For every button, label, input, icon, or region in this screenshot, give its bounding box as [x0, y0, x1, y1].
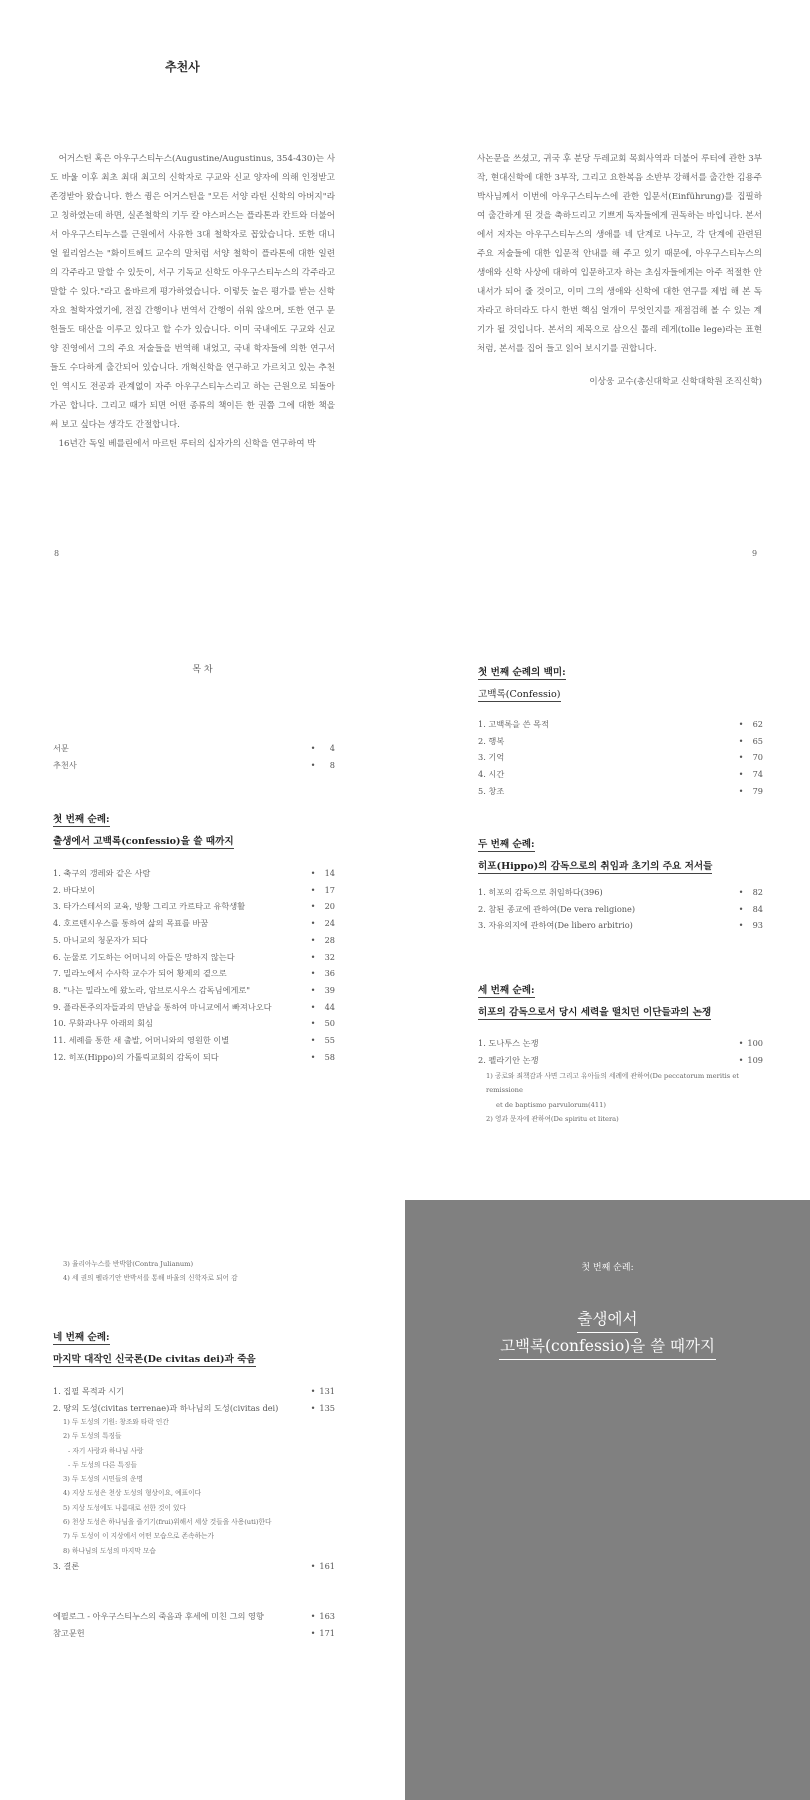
toc-subentry[interactable]: 8) 하나님의 도성의 마지막 모습 [63, 1546, 156, 1555]
part-label: 세 번째 순례: [478, 982, 535, 998]
part3-sublist-continued [63, 1257, 363, 1286]
part-label: 첫 번째 순례: [53, 811, 110, 827]
part3-list [478, 1035, 763, 1068]
toc-subentry[interactable]: 2) 영과 문자에 관하여(De spiritu et litera) [486, 1114, 619, 1123]
toc-entry[interactable]: 8. "나는 밀라노에 왔노라, 암브로시우스 감독님에게로" • 39 [53, 984, 335, 995]
paragraph: 사논문을 쓰셨고, 귀국 후 분당 두레교회 목회사역과 더불어 루터에 관한 3부작, 현대신학에 대한 3부작, 그리고 요한복음 소반부 강해서를 출간한 김용주 박사님께서 이번에 아우구스티누스에 관한 입문서(Einführung)를 집필하여 출간하게 된 것을 축하드리고 기쁘게 독자들에게 권독하는 바입니다. 본서에서 저자는 아우구스티누스의 생애를 네 단계로 나누고, 각 단계에 관련된 주요 저술들에 대한 입문적 안내를 해 주고 있기 때문에, 아우구스티누스의 생애와 신학 사상에 대하여 입문하고자 하는 초심자들에게는 아주 적절한 안내서가 되어 줄 것이고, 이미 그의 생애와 신학에 대한 연구를 제법 해 본 독자라고 하더라도 다시 한번 핵심 얼개이 무엇인지를 재점검해 볼 수 있는 계기가 될 것입니다. 본서의 제목으로 삼으신 톨레 레게(tolle lege)라는 표현처럼, 본서를 집어 들고 읽어 보시기를 권합니다. [477, 154, 762, 354]
toc-entry[interactable]: 3. 결론 • 161 [53, 1561, 335, 1571]
toc-entry[interactable]: 2. 행복 • 65 [478, 735, 763, 746]
toc-entry[interactable]: 6. 눈물로 기도하는 어머니의 아들은 망하지 않는다 • 32 [53, 951, 335, 962]
toc-entry[interactable]: 1. 축구의 갱레와 같은 사람 • 14 [53, 868, 335, 878]
toc-subentry[interactable]: 4) 지상 도성은 천상 도성의 형상이요, 예표이다 [63, 1489, 202, 1498]
toc-subentry[interactable]: 1) 두 도성의 기원: 창조와 타락 인간 [63, 1418, 169, 1426]
toc-entry[interactable]: 11. 세례를 통한 새 출발, 어머니와의 영원한 이별 • 55 [53, 1035, 335, 1046]
part4-list-end [53, 1558, 335, 1575]
toc-subentry[interactable]: 4) 세 권의 펠라기안 반박서를 통해 바울의 신학자로 되어 감 [63, 1274, 238, 1283]
toc-entry[interactable]: 추천사 • 8 [53, 759, 335, 770]
toc-entry[interactable]: 10. 무화과나무 아래의 회심 • 50 [53, 1018, 335, 1029]
part1b-list [478, 716, 763, 800]
toc-front-list [53, 740, 335, 773]
toc-subentry[interactable]: 3) 율리아누스를 반박함(Contra Julianum) [63, 1260, 194, 1268]
chapter-label: 첫 번째 순례: [581, 1263, 634, 1273]
part-label: 첫 번째 순례의 백미: [478, 664, 566, 680]
toc-right-page [405, 600, 810, 1200]
part2-heading [478, 832, 712, 874]
page-number: 9 [752, 549, 758, 558]
part-title: 히포(Hippo)의 감독으로의 취임과 초기의 주요 저서들 [478, 858, 712, 874]
recommendation-left-page [0, 0, 405, 600]
toc-heading: 목 차 [192, 665, 213, 675]
part-label: 네 번째 순례: [53, 1329, 110, 1345]
paragraph: 16년간 독일 베를린에서 마르틴 루터의 십자가의 신학을 연구하여 박 [58, 439, 316, 449]
part4-list [53, 1383, 335, 1416]
toc-entry[interactable]: 1. 집필 목적과 시기 • 131 [53, 1386, 335, 1396]
toc-subentry[interactable]: 3) 두 도성의 시민들의 운명 [63, 1475, 143, 1484]
toc-subentry[interactable]: 6) 천상 도성은 하나님을 즐기기(frui)위해서 세상 것들을 사용(uti)한다 [63, 1518, 272, 1527]
toc-entry[interactable]: 2. 참된 종교에 관하여(De vera religione) • 84 [478, 903, 763, 914]
part-title: 히포의 감독으로서 당시 세력을 떨치던 이단들과의 논쟁 [478, 1004, 711, 1020]
toc-entry[interactable]: 참고문헌 • 171 [53, 1627, 335, 1638]
toc-entry[interactable]: 4. 시간 • 74 [478, 769, 763, 780]
signature: 이상웅 교수(총신대학교 신학대학원 조직신학) [589, 377, 762, 387]
toc-subentry[interactable]: 1) 공로와 죄책감과 사면 그리고 유아들의 세례에 관하여(De peccatorum meritis et remissione [486, 1072, 739, 1095]
toc-entry[interactable]: 2. 펠라기안 논쟁 • 109 [478, 1054, 763, 1065]
toc-continued-page [0, 1200, 405, 1800]
toc-subentry[interactable]: - 자기 사랑과 하나님 사랑 [68, 1446, 144, 1455]
part-title: 출생에서 고백록(confessio)을 쓸 때까지 [53, 833, 234, 849]
toc-entry[interactable]: 2. 바다보이 • 17 [53, 884, 335, 895]
chapter-title-line2: 고백록(confessio)을 쓸 때까지 [499, 1333, 716, 1360]
toc-entry[interactable]: 3. 자유의지에 관하여(De libero arbitrio) • 93 [478, 920, 763, 931]
toc-entry[interactable]: 5. 마니교의 청문자가 되다 • 28 [53, 934, 335, 945]
part3-sublist [486, 1069, 776, 1126]
part-title: 고백록(Confessio) [478, 686, 561, 702]
toc-entry[interactable]: 12. 히포(Hippo)의 가톨릭교회의 감독이 되다 • 58 [53, 1051, 335, 1062]
page-number: 8 [54, 549, 60, 558]
toc-subentry[interactable]: 2) 두 도성의 특징들 [63, 1432, 122, 1441]
toc-entry[interactable]: 2. 땅의 도성(civitas terrenae)과 하나님의 도성(civitas dei) • 135 [53, 1402, 335, 1413]
part4-heading [53, 1325, 256, 1367]
part3-heading [478, 978, 711, 1020]
toc-entry[interactable]: 서문 • 4 [53, 743, 335, 753]
part2-list [478, 884, 763, 934]
toc-entry[interactable]: 7. 밀라노에서 수사학 교수가 되어 황제의 곁으로 • 36 [53, 968, 335, 979]
chapter-title-line1: 출생에서 [577, 1306, 639, 1333]
part4-sublist [63, 1415, 363, 1558]
chapter-title-page [405, 1200, 810, 1800]
part1-list [53, 865, 335, 1065]
recommendation-text-right [477, 150, 762, 392]
paragraph: 어거스틴 혹은 아우구스티누스(Augustine/Augustinus, 354-430)는 사도 바울 이후 최초 최대 최고의 신학자로 구교와 신교 양자에 의해 인정받고 존경받아 왔습니다. 한스 큉은 어거스틴을 "모든 서양 라틴 신학의 아버지"라고 칭하였는데 하면, 실존철학의 기두 칼 야스퍼스는 플라톤과 칸트와 더불어서 아우구스티누스를 근원에서 사유한 3대 철학자로 꼽았습니다. 또한 대니얼 윌리엄스는 "화이트헤드 교수의 말처럼 서양 철학이 플라톤에 대한 일련의 각주라고 말할 수 있듯이, 서구 기독교 신학도 아우구스티누스의 각주라고 말할 수 있다."라고 올바르게 평가하였습니다. 이렇듯 높은 평가를 받는 신학자요 철학자였기에, 전집 간행이나 번역서 간행이 쉬워 않으며, 또한 연구 문헌들도 태산을 이루고 있다고 할 수가 있습니다. 이미 국내에도 구교와 신교 양 진영에서 그의 주요 저술들을 번역해 내었고, 국내 학자들에 의한 연구서들도 수다하게 출간되어 있습니다. 개혁신학을 연구하고 가르치고 있는 추천인 역시도 전공과 관계없이 자주 아우구스티누스리고 하는 근원으로 되돌아가곤 합니다. 그리고 때가 되면 어떤 종류의 책이든 한 권쯤 그에 대한 책을 써 보고 싶다는 생각도 간절합니다. [50, 154, 335, 430]
toc-entry[interactable]: 4. 호르텐시우스를 통하여 삶의 목표를 바꿈 • 24 [53, 918, 335, 929]
toc-subentry[interactable]: 5) 지상 도성에도 나름대로 선한 것이 있다 [63, 1503, 186, 1512]
chapter-title [405, 1306, 810, 1360]
toc-entry[interactable]: 1. 히포의 감독으로 취임하다(396) • 82 [478, 887, 763, 897]
toc-entry[interactable]: 5. 창조 • 79 [478, 785, 763, 796]
page-title: 추천사 [165, 60, 200, 74]
toc-entry[interactable]: 1. 도나투스 논쟁 • 100 [478, 1038, 763, 1048]
recommendation-right-page [405, 0, 810, 600]
part-label: 두 번째 순례: [478, 836, 535, 852]
toc-subentry[interactable]: 7) 두 도성이 이 지상에서 어떤 모습으로 존속하는가 [63, 1532, 214, 1541]
toc-entry[interactable]: 9. 플라톤주의자들과의 만남을 통하여 마니교에서 빠져나오다 • 44 [53, 1001, 335, 1012]
toc-subentry[interactable]: - 두 도성의 다른 특징들 [68, 1460, 137, 1469]
toc-entry[interactable]: 1. 고백록을 쓴 목적 • 62 [478, 719, 763, 729]
part1b-heading [478, 660, 566, 702]
toc-left-page [0, 600, 405, 1200]
toc-entry[interactable]: 3. 기억 • 70 [478, 752, 763, 763]
part-title: 마지막 대작인 신국론(De civitas dei)과 죽음 [53, 1351, 256, 1367]
toc-subentry[interactable]: et de baptismo parvulorum(411) [496, 1100, 606, 1109]
toc-entry[interactable]: 3. 타가스테서의 교육, 방황 그리고 카르타고 유학생활 • 20 [53, 901, 335, 912]
toc-entry[interactable]: 에필로그 - 아우구스티누스의 죽음과 후세에 미친 그의 영향 • 163 [53, 1611, 335, 1621]
recommendation-text-left [50, 150, 335, 454]
end-list [53, 1608, 335, 1641]
part1-heading [53, 807, 234, 849]
